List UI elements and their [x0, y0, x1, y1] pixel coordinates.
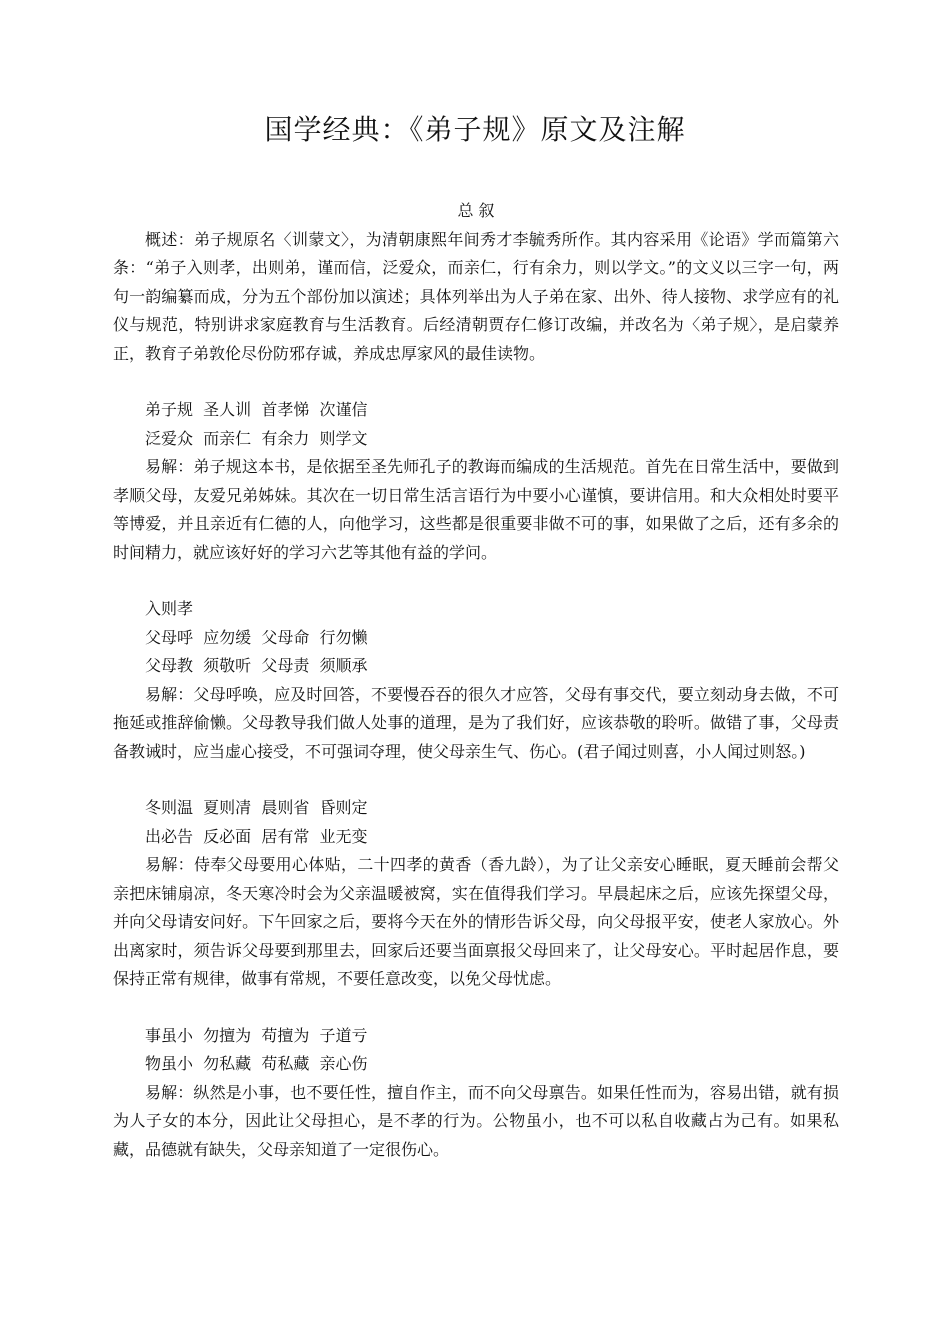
document-title: 国学经典：《弟子规》原文及注解 — [264, 113, 686, 146]
paragraph-gap — [113, 368, 839, 396]
verse-line: 泛爱众 而亲仁 有余力 则学文 — [145, 428, 368, 448]
paragraph-gap — [113, 567, 839, 595]
verse-line: 冬则温 夏则凊 晨则省 昏则定 — [145, 798, 368, 817]
verse-line: 事虽小 勿擅为 苟擅为 子道亏 — [145, 1025, 368, 1045]
verse-line: 物虽小 勿私藏 苟私藏 亲心伤 — [145, 1054, 368, 1073]
verse-line: 父母教 须敬听 父母责 须顺承 — [145, 656, 368, 675]
document-body — [113, 197, 839, 1164]
verse-line: 弟子规 圣人训 首孝悌 次谨信 — [145, 400, 368, 419]
explanation-paragraph: 易解：父母呼唤，应及时回答，不要慢吞吞的很久才应答，父母有事交代，要立刻动身去做，不可拖延或推辞偷懒。父母教导我们做人处事的道理，是为了我们好，应该恭敬的聆听。做错了事，父母责备教诫时，应当虚心接受，不可强词夺理，使父母亲生气、伤心。(君子闻过则喜，小人闻过则怒。) — [113, 684, 839, 761]
explanation-paragraph: 易解：纵然是小事，也不要任性，擅自作主，而不向父母禀告。如果任性而为，容易出错，就有损为人子女的本分，因此让父母担心，是不孝的行为。公物虽小，也不可以私自收藏占为己有。如果私藏，品德就有缺失，父母亲知道了一定很伤心。 — [113, 1082, 839, 1159]
paragraph-gap — [113, 994, 839, 1022]
verse-line: 出必告 反必面 居有常 业无变 — [145, 826, 368, 846]
explanation-paragraph: 易解：弟子规这本书，是依据至圣先师孔子的教诲而编成的生活规范。首先在日常生活中，要做到孝顺父母，友爱兄弟姊妹。其次在一切日常生活言语行为中要小心谨慎，要讲信用。和大众相处时要平等博爱，并且亲近有仁德的人，向他学习，这些都是很重要非做不可的事，如果做了之后，还有多余的时间精力，就应该好好的学习六艺等其他有益的学问。 — [113, 457, 839, 562]
verse-line: 父母呼 应勿缓 父母命 行勿懒 — [145, 627, 368, 647]
overview-paragraph: 概述：弟子规原名〈训蒙文〉，为清朝康熙年间秀才李毓秀所作。其内容采用《论语》学而篇第六条：“弟子入则孝，出则弟，谨而信，泛爱众，而亲仁，行有余力，则以学文。”的文义以三字一句，两句一韵编纂而成，分为五个部份加以演述；具体列举出为人子弟在家、出外、待人接物、求学应有的礼仪与规范，特别讲求家庭教育与生活教育。后经清朝贾存仁修订改编，并改名为〈弟子规〉，是启蒙养正，教育子弟敦伦尽份防邪存诚，养成忠厚家风的最佳读物。 — [113, 229, 839, 363]
section-heading: 总 叙 — [457, 201, 495, 220]
explanation-paragraph: 易解：侍奉父母要用心体贴，二十四孝的黄香（香九龄），为了让父亲安心睡眠，夏天睡前会帮父亲把床铺扇凉，冬天寒冷时会为父亲温暖被窝，实在值得我们学习。早晨起床之后，应该先探望父母，并向父母请安问好。下午回家之后，要将今天在外的情形告诉父母，向父母报平安，使老人家放心。外出离家时，须告诉父母要到那里去，回家后还要当面禀报父母回来了，让父母安心。平时起居作息，要保持正常有规律，做事有常规，不要任意改变，以免父母忧虑。 — [113, 855, 839, 988]
paragraph-gap — [113, 766, 839, 794]
section-subheading: 入则孝 — [145, 599, 194, 618]
